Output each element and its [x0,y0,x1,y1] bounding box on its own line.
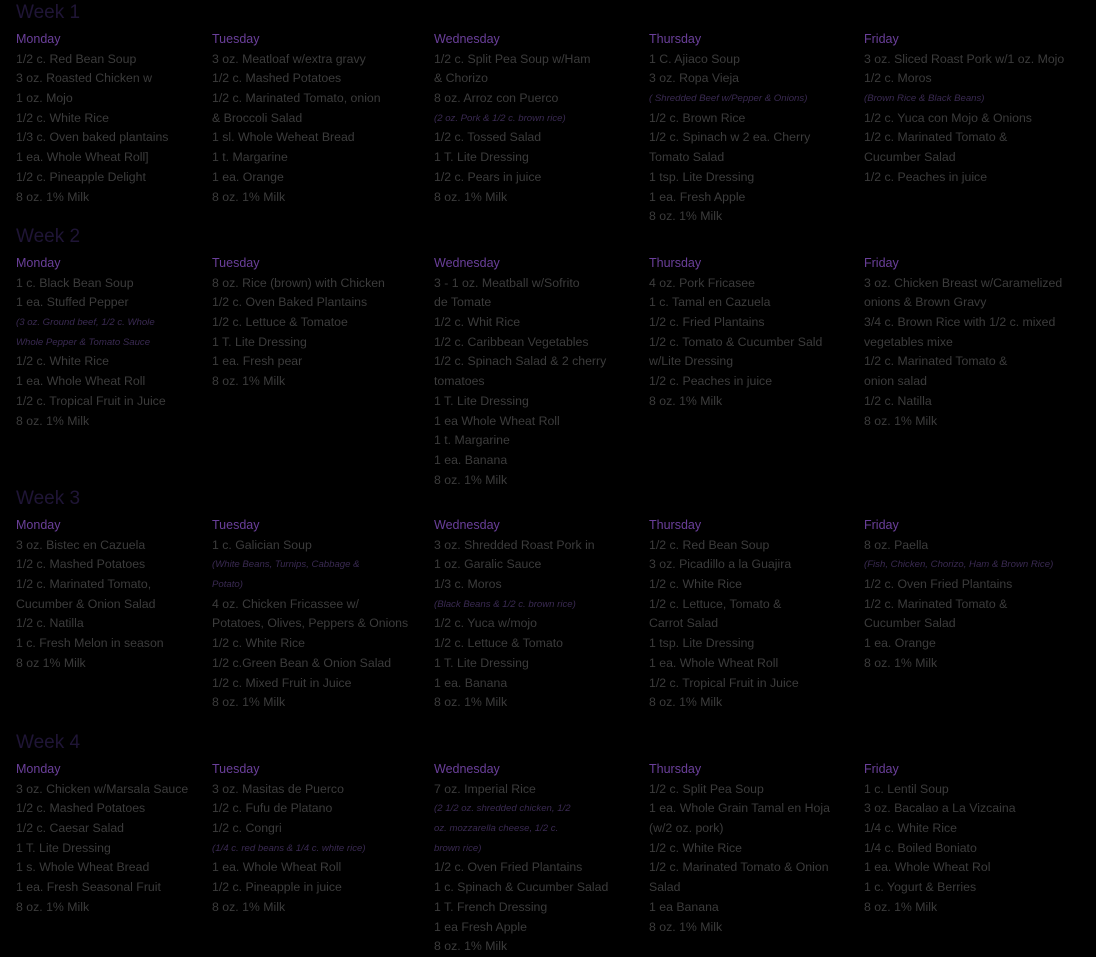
menu-item: 1 tsp. Lite Dressing [649,636,755,651]
menu-item: 8 oz. 1% Milk [864,655,938,670]
menu-item: 1 ea. Banana [434,675,508,690]
day-column-wednesday [434,760,608,957]
day-heading: Friday [864,762,899,776]
menu-item: 1/2 c. Mashed Potatoes [16,557,146,572]
menu-item: 8 oz. 1% Milk [434,939,508,954]
menu-item: 1/2 c. Fried Plantains [649,315,765,330]
menu-item: Cucumber Salad [864,616,956,631]
menu-item-note: (2 1/2 oz. shredded chicken, 1/2 [434,803,571,815]
menu-item: 3 oz. Roasted Chicken w [16,71,153,86]
menu-item: Cucumber Salad [864,150,956,165]
week-title: Week 1 [16,2,81,23]
menu-item: 8 oz. 1% Milk [649,393,723,408]
menu-item: (w/2 oz. pork) [649,821,724,836]
day-heading: Tuesday [212,518,260,532]
day-column-wednesday [434,516,595,713]
menu-item-note: oz. mozzarella cheese, 1/2 c. [434,823,559,835]
menu-item: 1/2 c. Spinach w 2 ea. Cherry [649,130,811,145]
menu-item: 3 oz. Bistec en Cazuela [16,537,146,552]
day-column-monday [16,516,164,674]
menu-item: 1 ea. Whole Grain Tamal en Hoja [649,801,830,816]
menu-item-note: (2 oz. Pork & 1/2 c. brown rice) [434,112,566,124]
menu-item: 1 T. French Dressing [434,899,548,914]
day-column-tuesday [212,254,385,392]
menu-item: 3 oz. Bacalao a La Vizcaina [864,801,1016,816]
menu-item: 1 ea Banana [649,899,719,914]
menu-item-note: Whole Pepper & Tomato Sauce [16,336,151,348]
menu-item: 3 oz. Sliced Roast Pork w/1 oz. Mojo [864,51,1065,66]
menu-item: 1/2 c. Marinated Tomato & [864,130,1008,145]
menu-item: 1/2 c. Peaches in juice [649,374,773,389]
day-heading: Wednesday [434,32,500,46]
menu-item: 3 oz. Masitas de Puerco [212,781,344,796]
day-column-tuesday [212,30,381,207]
menu-item: 1/2 c. Fufu de Platano [212,801,333,816]
menu-item: 1/2 c. Marinated Tomato, onion [212,91,381,106]
menu-item: onion salad [864,374,927,389]
menu-item: 1/4 c. White Rice [864,821,957,836]
day-heading: Tuesday [212,32,260,46]
menu-item-note: (Fish, Chicken, Chorizo, Ham & Brown Rice) [864,559,1054,571]
menu-item: 8 oz. 1% Milk [434,695,508,710]
menu-item: 1 c. Fresh Melon in season [16,636,164,651]
day-heading: Wednesday [434,256,500,270]
menu-item: 1/2 c. Oven Baked Plantains [212,295,368,310]
menu-item: Salad [649,880,681,895]
menu-item: 1 ea. Orange [864,636,936,651]
menu-item: 1 sl. Whole Weheat Bread [212,130,355,145]
day-column-tuesday [212,760,366,918]
menu-item: 1/2 c. Pears in juice [434,169,542,184]
day-column-friday [864,760,1016,918]
day-heading: Thursday [649,762,702,776]
menu-item: & Broccoli Salad [212,110,303,125]
menu-item: 1/2 c. Yuca w/mojo [434,616,537,631]
menu-item: 1/2 c. Split Pea Soup [649,781,764,796]
menu-item: 1 T. Lite Dressing [212,334,307,349]
menu-item: 1 ea. Whole Wheat Rol [864,860,991,875]
menu-item: 1 oz. Mojo [16,91,73,106]
menu-item-note: (Brown Rice & Black Beans) [864,93,985,105]
menu-item-note: brown rice) [434,842,482,854]
day-heading: Friday [864,256,899,270]
menu-item: 4 oz. Pork Fricasee [649,275,755,290]
menu-item: 1/3 c. Oven baked plantains [16,130,169,145]
day-column-thursday [649,254,822,412]
menu-item: w/Lite Dressing [649,354,734,369]
menu-item: 8 oz. 1% Milk [864,413,938,428]
menu-item: 1/2 c. Tropical Fruit in Juice [649,675,799,690]
menu-item: Cucumber & Onion Salad [16,596,156,611]
menu-item: 3 oz. Shredded Roast Pork in [434,537,595,552]
menu-item: 1/2 c. Tropical Fruit in Juice [16,393,166,408]
menu-item: 1/2 c. White Rice [212,636,305,651]
menu-item: 8 oz. 1% Milk [212,695,286,710]
menu-item: 1/2 c. Pineapple in juice [212,880,342,895]
menu-item: 8 oz. Rice (brown) with Chicken [212,275,385,290]
menu-item: 1 ea. Fresh Seasonal Fruit [16,880,161,895]
menu-item: Potatoes, Olives, Peppers & Onions [212,616,409,631]
menu-item: 1 ea. Fresh Apple [649,189,746,204]
menu-item: 1 T. Lite Dressing [16,840,111,855]
menu-item: 1/2 c. White Rice [649,840,742,855]
menu-item-note: (3 oz. Ground beef, 1/2 c. Whole [16,317,155,329]
menu-item: 3 oz. Chicken Breast w/Caramelized [864,275,1063,290]
menu-item: 1/2 c. Mashed Potatoes [16,801,146,816]
menu-item: 1 t. Margarine [212,150,288,165]
menu-item: 3 oz. Chicken w/Marsala Sauce [16,781,189,796]
menu-item: vegetables mixe [864,334,953,349]
week-title: Week 4 [16,732,81,753]
menu-item: 1 T. Lite Dressing [434,393,529,408]
menu-item: 1 c. Black Bean Soup [16,275,134,290]
menu-item: 3 - 1 oz. Meatball w/Sofrito [434,275,580,290]
menu-item: Carrot Salad [649,616,719,631]
menu-item: 1 ea. Whole Wheat Roll [212,860,342,875]
day-heading: Thursday [649,256,702,270]
day-heading: Friday [864,518,899,532]
menu-item: 1/2 c. White Rice [16,110,109,125]
menu-item: Tomato Salad [649,150,725,165]
menu-item: 1 tsp. Lite Dressing [649,169,755,184]
menu-item: 1/3 c. Moros [434,577,502,592]
menu-item: 3 oz. Meatloaf w/extra gravy [212,51,366,66]
day-heading: Thursday [649,32,702,46]
menu-item: 1/2 c. Lettuce, Tomato & [649,596,782,611]
week-title: Week 3 [16,488,81,509]
day-column-friday [864,254,1062,431]
menu-item: 1/2 c. Split Pea Soup w/Ham [434,51,591,66]
menu-item: 1/2 c. Lettuce & Tomatoe [212,315,348,330]
day-column-monday [16,30,168,207]
day-heading: Wednesday [434,762,500,776]
menu-item: 1 t. Margarine [434,433,510,448]
menu-item: 8 oz 1% Milk [16,655,86,670]
menu-item: 8 oz. 1% Milk [212,189,286,204]
day-heading: Monday [16,32,61,46]
menu-item: 1 oz. Garalic Sauce [434,557,542,572]
day-heading: Monday [16,256,61,270]
menu-item: 1/2 c. Moros [864,71,932,86]
day-column-thursday [649,30,810,227]
menu-item: 1/2 c. Marinated Tomato & [864,596,1008,611]
menu-item: 8 oz. Paella [864,537,929,552]
menu-item: 1/2 c. Lettuce & Tomato [434,636,563,651]
menu-item: 1/4 c. Boiled Boniato [864,840,977,855]
menu-item: 8 oz. 1% Milk [864,899,938,914]
menu-item: 1/2 c. Mixed Fruit in Juice [212,675,352,690]
menu-item: 1/2 c.Green Bean & Onion Salad [212,655,392,670]
menu-item: 1/2 c. Peaches in juice [864,169,988,184]
menu-item: 1 c. Lentil Soup [864,781,949,796]
menu-item: 7 oz. Imperial Rice [434,781,536,796]
menu-item-note: Potato) [212,579,243,591]
menu-item: 1 ea. Orange [212,169,284,184]
menu-item: onions & Brown Gravy [864,295,987,310]
menu-item: 1/2 c. Caribbean Vegetables [434,334,589,349]
menu-item: 1/2 c. Brown Rice [649,110,746,125]
menu-item: tomatoes [434,374,485,389]
menu-item: 1/2 c. Marinated Tomato, [16,577,152,592]
menu-item-note: (1/4 c. red beans & 1/4 c. white rice) [212,842,366,854]
menu-item: 1 c. Galician Soup [212,537,312,552]
menu-item: 1/2 c. Yuca con Mojo & Onions [864,110,1032,125]
menu-item: 1/2 c. Spinach Salad & 2 cherry [434,354,607,369]
menu-item: 1/2 c. Pineapple Delight [16,169,146,184]
menu-item: 1 ea. Banana [434,452,508,467]
menu-item: 8 oz. 1% Milk [434,472,508,487]
day-column-monday [16,760,188,918]
menu-item: 1/2 c. Marinated Tomato & [864,354,1008,369]
day-heading: Wednesday [434,518,500,532]
day-heading: Monday [16,762,61,776]
menu-item: 1/2 c. Oven Fried Plantains [864,577,1013,592]
day-heading: Tuesday [212,762,260,776]
menu-item: 1 ea Whole Wheat Roll [434,413,560,428]
menu-item: 1 T. Lite Dressing [434,655,529,670]
week-title: Week 2 [16,226,81,247]
menu-item: 1/2 c. Tossed Salad [434,130,542,145]
menu-item: 8 oz. 1% Milk [212,374,286,389]
menu-item: 1 s. Whole Wheat Bread [16,860,150,875]
menu-item: 8 oz. Arroz con Puerco [434,91,559,106]
menu-item: 3 oz. Picadillo a la Guajira [649,557,792,572]
day-column-thursday [649,516,799,713]
menu-item: 8 oz. 1% Milk [434,189,508,204]
day-heading: Thursday [649,518,702,532]
day-column-friday [864,516,1053,674]
menu-item: 8 oz. 1% Milk [212,899,286,914]
menu-item: 3/4 c. Brown Rice with 1/2 c. mixed [864,315,1056,330]
day-column-monday [16,254,166,431]
menu-item-note: (Black Beans & 1/2 c. brown rice) [434,598,576,610]
menu-item: 1 c. Tamal en Cazuela [649,295,771,310]
menu-item: 1/2 c. Congri [212,821,282,836]
menu-item: 1 ea. Fresh pear [212,354,303,369]
menu-item: 1/2 c. Mashed Potatoes [212,71,342,86]
menu-item: 1 c. Yogurt & Berries [864,880,977,895]
day-heading: Friday [864,32,899,46]
menu-item-note: ( Shredded Beef w/Pepper & Onions) [649,93,808,105]
day-column-thursday [649,760,830,937]
day-column-wednesday [434,254,606,490]
menu-item: 1 ea. Whole Wheat Roll [16,374,146,389]
menu-item: 8 oz. 1% Milk [16,899,90,914]
day-column-tuesday [212,516,408,713]
menu-item: 1 ea Fresh Apple [434,919,527,934]
menu-item: 8 oz. 1% Milk [16,413,90,428]
menu-item: 1/2 c. Tomato & Cucumber Sald [649,334,823,349]
menu-item: & Chorizo [434,71,488,86]
menu-item: 1 T. Lite Dressing [434,150,529,165]
menu-item: 1/2 c. White Rice [649,577,742,592]
day-column-wednesday [434,30,591,207]
menu-item: 1/2 c. Oven Fried Plantains [434,860,583,875]
day-column-friday [864,30,1064,188]
day-heading: Monday [16,518,61,532]
menu-item: 1 c. Spinach & Cucumber Salad [434,880,609,895]
menu-item: 1 C. Ajiaco Soup [649,51,740,66]
menu-item: 1/2 c. Caesar Salad [16,821,125,836]
menu-item: 1/2 c. Natilla [864,393,932,408]
menu-item: 8 oz. 1% Milk [649,695,723,710]
menu-item: 1/2 c. Red Bean Soup [649,537,770,552]
menu-item: 1 ea. Whole Wheat Roll] [16,150,149,165]
menu-item: 4 oz. Chicken Fricassee w/ [212,596,359,611]
menu-item: 8 oz. 1% Milk [649,209,723,224]
menu-item-note: (White Beans, Turnips, Cabbage & [212,559,360,571]
menu-item: 8 oz. 1% Milk [16,189,90,204]
menu-item: 1/2 c. Whit Rice [434,315,521,330]
menu-item: 1/2 c. White Rice [16,354,109,369]
menu-item: 1 ea. Whole Wheat Roll [649,655,779,670]
menu-item: 1/2 c. Marinated Tomato & Onion [649,860,829,875]
menu-item: 1/2 c. Natilla [16,616,84,631]
menu-item: 1/2 c. Red Bean Soup [16,51,137,66]
menu-item: de Tomate [434,295,492,310]
menu-item: 8 oz. 1% Milk [649,919,723,934]
day-heading: Tuesday [212,256,260,270]
menu-item: 3 oz. Ropa Vieja [649,71,740,86]
menu-item: 1 ea. Stuffed Pepper [16,295,129,310]
